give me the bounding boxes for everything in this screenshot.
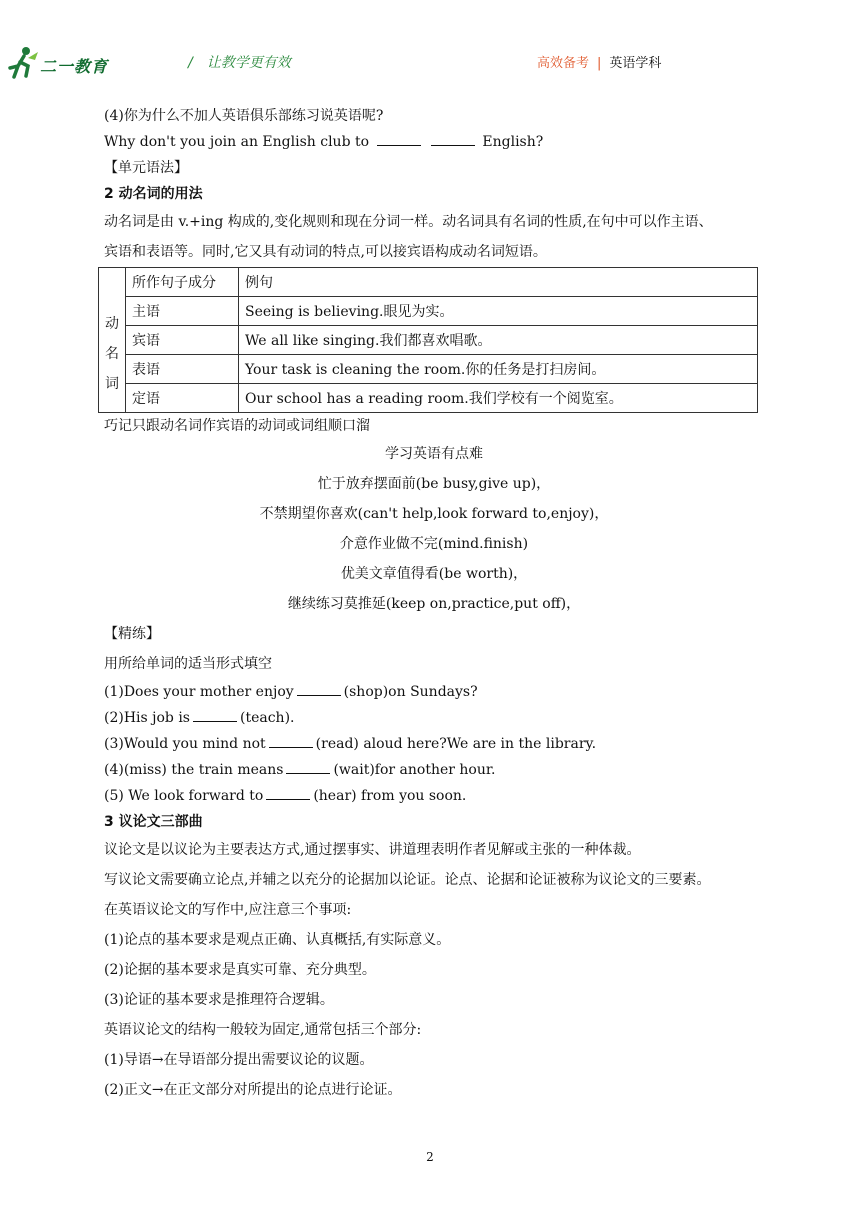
essay-paragraph: (3)论证的基本要求是推理符合逻辑。 (104, 992, 334, 1008)
gerund-paragraph-2: 宾语和表语等。同时,它又具有动词的特点,可以接宾语构成动名词短语。 (104, 244, 547, 260)
answer-blank[interactable] (377, 131, 421, 146)
exercise-text: (3)Would you mind not (104, 736, 266, 752)
vertical-char: 词 (105, 376, 119, 392)
vertical-char: 名 (105, 346, 119, 362)
exercise-text: (read) aloud here?We are in the library. (315, 736, 597, 752)
gerund-paragraph-1: 动名词是由 v.+ing 构成的,变化规则和现在分词一样。动名词具有名词的性质,在句中可以作主语、 (104, 214, 713, 230)
table-row (99, 326, 758, 355)
question-4-english (104, 129, 764, 155)
header-subject (537, 52, 661, 71)
page-number: 2 (426, 1150, 434, 1164)
essay-paragraph: (1)论点的基本要求是观点正确、认真概括,有实际意义。 (104, 932, 451, 948)
table-cell-role: 表语 (126, 355, 239, 384)
answer-blank[interactable] (286, 759, 330, 774)
exercise-text: (4)(miss) the train means (104, 762, 284, 778)
section-practice: 【精练】 (104, 626, 160, 642)
essay-paragraph: 写议论文需要确立论点,并辅之以充分的论据加以论证。论点、论据和论证被称为议论文的三要素。 (104, 872, 711, 888)
table-row (99, 297, 758, 326)
mnemonic-line: 学习英语有点难 (385, 446, 483, 462)
answer-blank[interactable] (266, 785, 310, 800)
header-tag-subject: 英语学科 (609, 56, 662, 71)
exercise-text: (shop)on Sundays? (343, 684, 478, 700)
mnemonic-intro: 巧记只跟动名词作宾语的动词或词组顺口溜 (104, 418, 370, 434)
q4-text-start: Why don't you join an English club to (104, 134, 370, 150)
table-row (99, 384, 758, 413)
q4-text-end: English? (482, 134, 544, 150)
header-tag-exam: 高效备考 (537, 56, 590, 71)
exercise-text: (5) We look forward to (104, 788, 264, 804)
exercise-item (104, 783, 764, 809)
mnemonic-line: 优美文章值得看(be worth)， (340, 566, 528, 582)
exercise-text: (teach). (240, 710, 295, 726)
essay-paragraph: 在英语议论文的写作中,应注意三个事项: (104, 902, 352, 918)
table-cell-role: 定语 (126, 384, 239, 413)
exercise-text: (hear) from you soon. (313, 788, 467, 804)
essay-paragraph: 英语议论文的结构一般较为固定,通常包括三个部分: (104, 1022, 422, 1038)
exercise-text: (2)His job is (104, 710, 190, 726)
essay-paragraph: (2)论据的基本要求是真实可靠、充分典型。 (104, 962, 376, 978)
table-cell-example: We all like singing.我们都喜欢唱歌。 (239, 326, 758, 355)
mnemonic-line: 继续练习莫推延(keep on,practice,put off)， (287, 596, 581, 612)
table-cell-role: 主语 (126, 297, 239, 326)
exercise-item (104, 757, 764, 783)
heading-argumentative-essay: 3 议论文三部曲 (104, 814, 203, 830)
answer-blank[interactable] (297, 681, 341, 696)
table-header-example: 例句 (239, 268, 758, 297)
question-4-chinese: (4)你为什么不加人英语俱乐部练习说英语呢? (104, 108, 384, 124)
answer-blank[interactable] (269, 733, 313, 748)
exercise-text: (wait)for another hour. (333, 762, 496, 778)
document-body (104, 103, 764, 1105)
header-slogan: / 让教学更有效 (188, 55, 291, 71)
table-vertical-label (99, 268, 126, 413)
table-cell-example: Your task is cleaning the room.你的任务是打扫房间。 (239, 355, 758, 384)
logo-text: 二一教育 (40, 57, 109, 76)
answer-blank[interactable] (193, 707, 237, 722)
essay-paragraph: 议论文是以议论为主要表达方式,通过摆事实、讲道理表明作者见解或主张的一种体裁。 (104, 842, 641, 858)
section-unit-grammar: 【单元语法】 (104, 160, 188, 176)
essay-paragraph: (1)导语→在导语部分提出需要议论的议题。 (104, 1052, 374, 1068)
mnemonic-line: 介意作业做不完(mind.finish) (339, 536, 529, 552)
table-row (99, 355, 758, 384)
mnemonic-line: 忙于放弃摆面前(be busy,give up)， (317, 476, 551, 492)
vertical-char: 动 (105, 316, 119, 332)
mnemonic-line: 不禁期望你喜欢(can't help,look forward to,enjoy)， (259, 506, 609, 522)
table-cell-role: 宾语 (126, 326, 239, 355)
answer-blank[interactable] (431, 131, 475, 146)
page-header (0, 0, 860, 92)
table-header-role: 所作句子成分 (126, 268, 239, 297)
practice-instructions: 用所给单词的适当形式填空 (104, 656, 272, 672)
header-separator: | (597, 56, 602, 71)
heading-gerund: 2 动名词的用法 (104, 186, 203, 202)
table-cell-example: Seeing is believing.眼见为实。 (239, 297, 758, 326)
gerund-usage-table (98, 267, 758, 413)
exercise-item (104, 679, 764, 705)
exercise-text: (1)Does your mother enjoy (104, 684, 294, 700)
exercise-item (104, 705, 764, 731)
exercise-item (104, 731, 764, 757)
table-cell-example: Our school has a reading room.我们学校有一个阅览室。 (239, 384, 758, 413)
essay-paragraph: (2)正文→在正文部分对所提出的论点进行论证。 (104, 1082, 402, 1098)
logo (4, 44, 114, 82)
runner-logo-icon (4, 44, 44, 82)
